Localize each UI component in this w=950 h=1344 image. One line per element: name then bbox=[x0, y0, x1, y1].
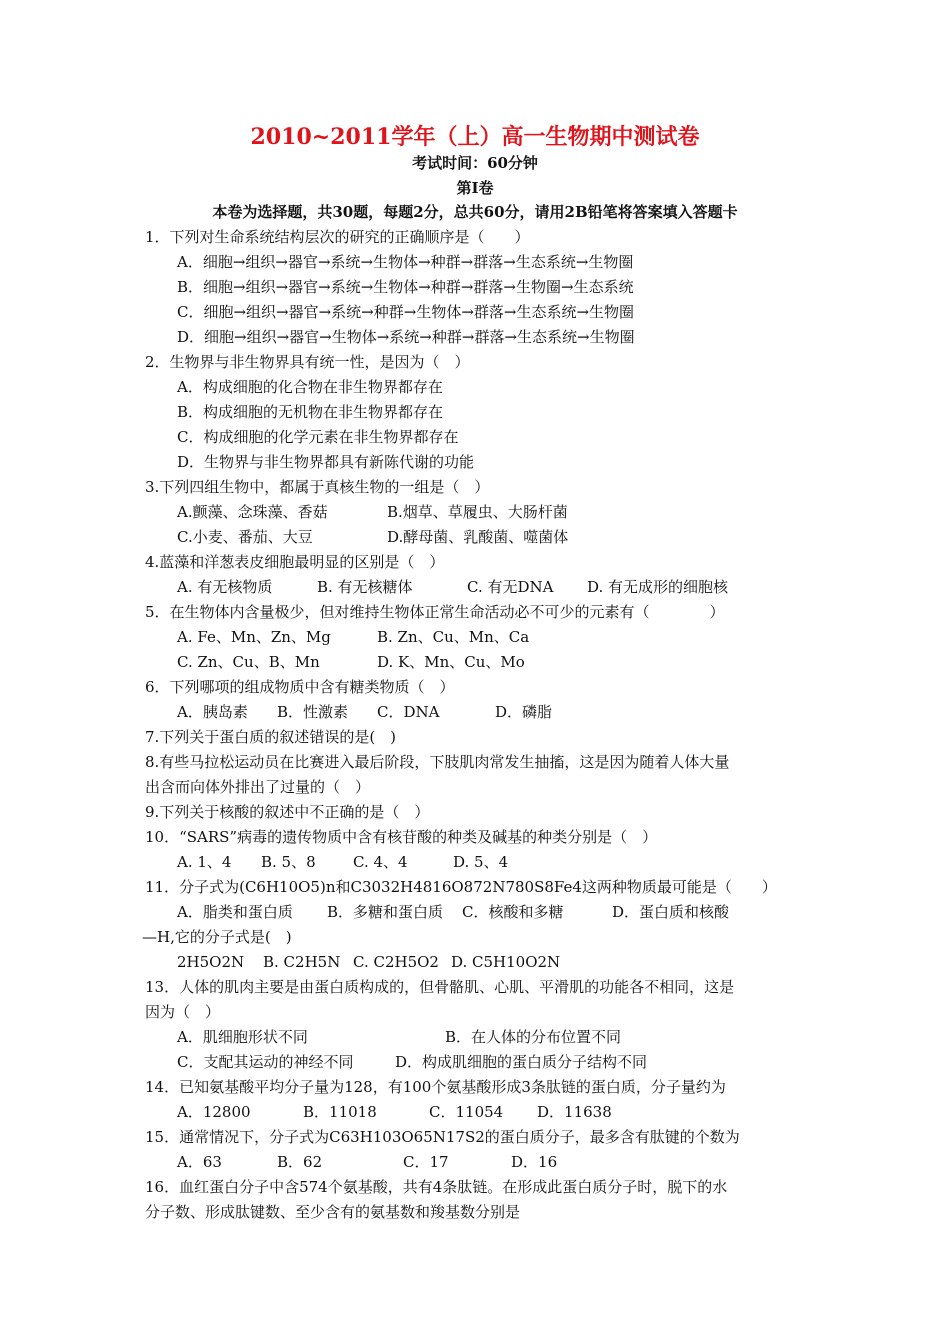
question-3-option-a: A.颤藻、念珠藻、香菇 bbox=[177, 503, 328, 521]
question-10-option-a: A. 1、4 bbox=[177, 853, 232, 871]
question-15-option-c: C．17 bbox=[403, 1153, 449, 1171]
question-14-stem: 14．已知氨基酸平均分子量为128，有100个氨基酸形成3条肽链的蛋白质，分子量约为 bbox=[145, 1078, 726, 1096]
question-14-option-a: A．12800 bbox=[177, 1103, 251, 1121]
question-9-stem: 9.下列关于核酸的叙述中不正确的是（ ） bbox=[145, 803, 430, 821]
question-13-option-b: B．在人体的分布位置不同 bbox=[445, 1028, 622, 1046]
question-6-option-d: D．磷脂 bbox=[495, 703, 553, 721]
question-11-option-a: A．脂类和蛋白质 bbox=[177, 903, 293, 921]
instructions: 本卷为选择题，共30题，每题2分，总共60分，请用2B铅笔将答案填入答题卡 bbox=[212, 203, 738, 221]
exam-title: 2010~2011学年（上）高一生物期中测试卷 bbox=[250, 124, 700, 150]
question-8-stem-line-2: 出含而向体外排出了过量的（ ） bbox=[145, 778, 371, 796]
question-1-option-d: D．细胞→组织→器官→生物体→系统→种群→群落→生态系统→生物圈 bbox=[177, 328, 635, 346]
question-5-options-cd bbox=[145, 650, 815, 675]
question-14-option-c: C．11054 bbox=[429, 1103, 504, 1121]
question-11-stem: 11．分子式为(C6H10O5)n和C3032H4816O872N780S8Fe4这两种物质最可能是（ ） bbox=[145, 878, 777, 896]
question-14-option-d: D．11638 bbox=[537, 1103, 612, 1121]
question-13-stem-line-2: 因为（ ） bbox=[145, 1003, 221, 1021]
question-2-stem: 2．生物界与非生物界具有统一性，是因为（ ） bbox=[145, 353, 470, 371]
question-5-option-a: A. Fe、Mn、Zn、Mg bbox=[177, 628, 331, 646]
question-10-options bbox=[145, 850, 815, 875]
question-13-option-c: C．支配其运动的神经不同 bbox=[177, 1053, 354, 1071]
question-5-option-c: C. Zn、Cu、B、Mn bbox=[177, 653, 320, 671]
question-15-option-d: D．16 bbox=[511, 1153, 558, 1171]
question-3-stem: 3.下列四组生物中，都属于真核生物的一组是（ ） bbox=[145, 478, 490, 496]
question-15-options bbox=[145, 1150, 815, 1175]
question-12-option-d: D. C5H10O2N bbox=[451, 953, 561, 971]
question-2-option-d: D．生物界与非生物界都具有新陈代谢的功能 bbox=[177, 453, 475, 471]
question-5-option-b: B. Zn、Cu、Mn、Ca bbox=[377, 628, 530, 646]
question-4-options bbox=[145, 575, 815, 600]
question-12-option-b: B. C2H5N bbox=[263, 953, 341, 971]
question-12-options bbox=[145, 950, 815, 975]
question-11-option-b: B．多糖和蛋白质 bbox=[327, 903, 444, 921]
question-6-options bbox=[145, 700, 815, 725]
question-11-options bbox=[145, 900, 815, 925]
question-10-option-c: C. 4、4 bbox=[353, 853, 408, 871]
question-13-option-a: A．肌细胞形状不同 bbox=[177, 1028, 308, 1046]
question-3-option-d: D.酵母菌、乳酸菌、噬菌体 bbox=[387, 528, 569, 546]
question-11-option-c: C．核酸和多糖 bbox=[462, 903, 564, 921]
question-6-stem: 6．下列哪项的组成物质中含有糖类物质（ ） bbox=[145, 678, 455, 696]
question-5-stem: 5．在生物体内含量极少，但对维持生物体正常生命活动必不可少的元素有（ ） bbox=[145, 603, 725, 621]
question-13-stem-line-1: 13．人体的肌肉主要是由蛋白质构成的，但骨骼肌、心肌、平滑肌的功能各不相同，这是 bbox=[145, 978, 735, 996]
section-label: 第I卷 bbox=[456, 179, 494, 197]
question-4-stem: 4.蓝藻和洋葱表皮细胞最明显的区别是（ ） bbox=[145, 553, 445, 571]
question-12-option-c: C. C2H5O2 bbox=[353, 953, 439, 971]
question-list bbox=[142, 225, 815, 1225]
question-10-option-d: D. 5、4 bbox=[453, 853, 509, 871]
question-5-option-d: D. K、Mn、Cu、Mo bbox=[377, 653, 525, 671]
question-6-option-a: A．胰岛素 bbox=[177, 703, 248, 721]
exam-time: 考试时间：60分钟 bbox=[412, 154, 538, 172]
question-13-option-d: D．构成肌细胞的蛋白质分子结构不同 bbox=[395, 1053, 648, 1071]
question-4-option-a: A. 有无核物质 bbox=[177, 578, 273, 596]
question-13-options-ab bbox=[145, 1025, 815, 1050]
question-1-option-c: C．细胞→组织→器官→系统→种群→生物体→群落→生态系统→生物圈 bbox=[177, 303, 635, 321]
question-12-stem: —H,它的分子式是( ) bbox=[142, 928, 292, 946]
question-6-option-b: B．性激素 bbox=[277, 703, 349, 721]
question-4-option-d: D. 有无成形的细胞核 bbox=[587, 578, 729, 596]
question-10-stem: 10．“SARS”病毒的遗传物质中含有核苷酸的种类及碱基的种类分别是（ ） bbox=[145, 828, 658, 846]
question-16-stem-line-2: 分子数、形成肽键数、至少含有的氨基数和羧基数分别是 bbox=[145, 1203, 521, 1221]
question-4-option-b: B. 有无核糖体 bbox=[317, 578, 413, 596]
question-7-stem: 7.下列关于蛋白质的叙述错误的是( ) bbox=[145, 728, 397, 746]
question-10-option-b: B. 5、8 bbox=[261, 853, 316, 871]
question-3-options-ab bbox=[145, 500, 815, 525]
question-5-options-ab bbox=[145, 625, 815, 650]
question-16-stem-line-1: 16．血红蛋白分子中含574个氨基酸，共有4条肽链。在形成此蛋白质分子时，脱下的水 bbox=[145, 1178, 728, 1196]
question-15-option-b: B．62 bbox=[277, 1153, 323, 1171]
question-8-stem-line-1: 8.有些马拉松运动员在比赛进入最后阶段，下肢肌肉常发生抽搐，这是因为随着人体大量 bbox=[145, 753, 730, 771]
question-2-option-c: C．构成细胞的化学元素在非生物界都存在 bbox=[177, 428, 459, 446]
question-6-option-c: C．DNA bbox=[377, 703, 440, 721]
question-2-option-a: A．构成细胞的化合物在非生物界都存在 bbox=[177, 378, 443, 396]
question-3-option-c: C.小麦、番茄、大豆 bbox=[177, 528, 313, 546]
question-1-option-b: B．细胞→组织→器官→系统→生物体→种群→群落→生物圈→生态系统 bbox=[177, 278, 634, 296]
question-1-option-a: A．细胞→组织→器官→系统→生物体→种群→群落→生态系统→生物圈 bbox=[177, 253, 634, 271]
question-1-stem: 1．下列对生命系统结构层次的研究的正确顺序是（ ） bbox=[145, 228, 530, 246]
question-15-stem: 15．通常情况下，分子式为C63H103O65N17S2的蛋白质分子，最多含有肽键的个数为 bbox=[145, 1128, 740, 1146]
question-2-option-b: B．构成细胞的无机物在非生物界都存在 bbox=[177, 403, 444, 421]
question-12-option-a: 2H5O2N bbox=[177, 953, 245, 971]
question-14-option-b: B．11018 bbox=[303, 1103, 377, 1121]
question-4-option-c: C. 有无DNA bbox=[467, 578, 554, 596]
question-15-option-a: A．63 bbox=[177, 1153, 222, 1171]
question-13-options-cd bbox=[145, 1050, 815, 1075]
question-11-option-d: D．蛋白质和核酸 bbox=[612, 903, 730, 921]
question-14-options bbox=[145, 1100, 815, 1125]
question-3-options-cd bbox=[145, 525, 815, 550]
question-3-option-b: B.烟草、草履虫、大肠杆菌 bbox=[387, 503, 568, 521]
